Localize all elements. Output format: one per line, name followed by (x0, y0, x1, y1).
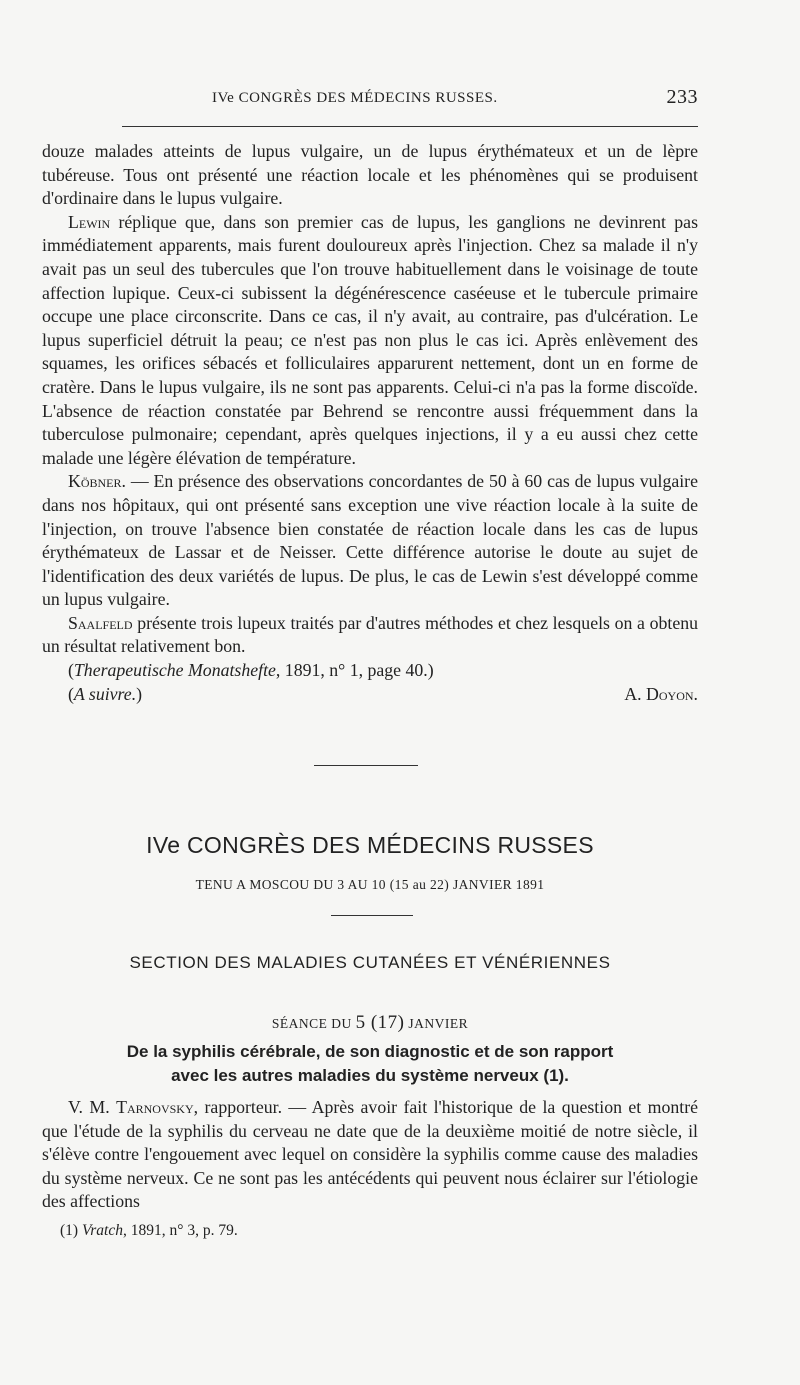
footnote-details: , 1891, n° 3, p. 79. (123, 1222, 238, 1239)
body-text (42, 140, 698, 706)
reference-journal: Therapeutische Monatshefte (73, 660, 276, 681)
paragraph-kobner (42, 470, 698, 612)
paragraph-text: — En présence des observations concordantes de 50 à 60 cas de lupus vulgaire dans nos hôpitaux, qui ont présenté sans exception une vive réaction locale à la suite de l'injection, on trouve l'absence bien constatée de réaction locale dans les cas de lupus érythémateux de Lassar et de Neisser. Cette différence autorise le doute au sujet de l'identification des deux variétés de lupus. De plus, le cas de Lewin s'est développé comme un lupus vulgaire. (42, 471, 698, 610)
section-name: SECTION DES MALADIES CUTANÉES ET VÉNÉRIENNES (129, 953, 611, 972)
speaker-name: Saalfeld (68, 612, 133, 633)
paragraph-saalfeld (42, 612, 698, 659)
speaker-prefix: V. M. (68, 1097, 117, 1117)
section-title: IVe CONGRÈS DES MÉDECINS RUSSES (146, 832, 594, 858)
paragraph-text: présente trois lupeux traités par d'autres méthodes et chez lesquels on a obtenu un résultat relativement bon. (42, 612, 698, 657)
speaker-name: Tarnovsky (116, 1097, 194, 1117)
seance-prefix: SÉANCE DU (271, 1016, 352, 1031)
seance-line (42, 1012, 698, 1034)
speaker-name: Lewin (68, 211, 111, 232)
article-title-line: avec les autres maladies du système nerveux (1). (171, 1066, 569, 1085)
paragraph-text: réplique que, dans son premier cas de lupus, les ganglions ne devinrent pas immédiatement apparents, mais furent douloureux après l'injection. Chez sa malade il n'y avait pas un seul des tubercules que l'on trouve habituellement dans le voisinage de toute affection lupique. Ceux-ci subissent la dégénérescence caséeuse et le tubercule primaire occupe une place circonscrite. Dans ce cas, il n'y avait, au contraire, pas d'ulcération. Le lupus superficiel détruit la peau; ce n'est pas non plus le cas ici. Après enlèvement des squames, les orifices sébacés et folliculaires apparurent nettement, dont un en forme de cratère. Dans le lupus vulgaire, ils ne sont pas apparents. Celui-ci n'a pas la forme discoïde. L'absence de réaction constatée par Behrend se rencontre aussi fréquemment dans la tuberculose pulmonaire; cependant, après quelques injections, il y a eu aussi chez cette malade une légère élévation de température. (42, 211, 698, 468)
footnote-marker: (1) (60, 1222, 79, 1239)
speaker-name: Köbner. (68, 471, 126, 492)
article-title-line: De la syphilis cérébrale, de son diagnostic et de son rapport (126, 1042, 614, 1061)
seance-suffix: JANVIER (408, 1016, 469, 1031)
section-subtitle: TENU A MOSCOU DU 3 AU 10 (15 au 22) JANVIER 1891 (195, 877, 545, 892)
footnote-journal: Vratch (81, 1222, 123, 1239)
page (42, 0, 698, 1385)
footnote (60, 1222, 238, 1240)
article-text (42, 1096, 698, 1214)
reference-line: (Therapeutische Monatshefte, 1891, n° 1, page 40.) (68, 660, 434, 681)
page-number: 233 (666, 86, 698, 108)
header-rule (122, 126, 698, 127)
running-title: IVe CONGRÈS DES MÉDECINS RUSSES. (212, 90, 498, 106)
to-continue-text: A suivre. (73, 683, 137, 704)
subtitle-divider (331, 915, 413, 916)
paragraph-text: , rapporteur. — Après avoir fait l'historique de la question et montré que l'étude de la syphilis du cerveau ne date que de la deuxième moitié de notre siècle, il s'élève contre l'engouement avec lequel on considère la syphilis comme cause des maladies du système nerveux. Ce ne sont pas les antécédents qui peuvent nous éclairer sur l'étiologie des affections (42, 1097, 699, 1212)
article-title (42, 1040, 698, 1088)
to-continue: (A suivre.) (68, 683, 143, 704)
article-paragraph (42, 1096, 698, 1214)
seance-date: 5 (17) (355, 1012, 405, 1033)
signature-line (42, 683, 698, 707)
reference-details: , 1891, n° 1, page 40.) (275, 660, 434, 681)
paragraph-intro (42, 140, 698, 211)
running-head (42, 86, 698, 112)
paragraph-lewin (42, 211, 698, 471)
paragraph-text: douze malades atteints de lupus vulgaire, un de lupus érythémateux et un de lèpre tubéreuse. Tous ont présenté une réaction locale et les phénomènes qui se produisent d'ordinaire dans le lupus vulgaire. (42, 141, 698, 209)
section-divider (314, 765, 418, 766)
signature: A. Doyon. (624, 683, 698, 704)
